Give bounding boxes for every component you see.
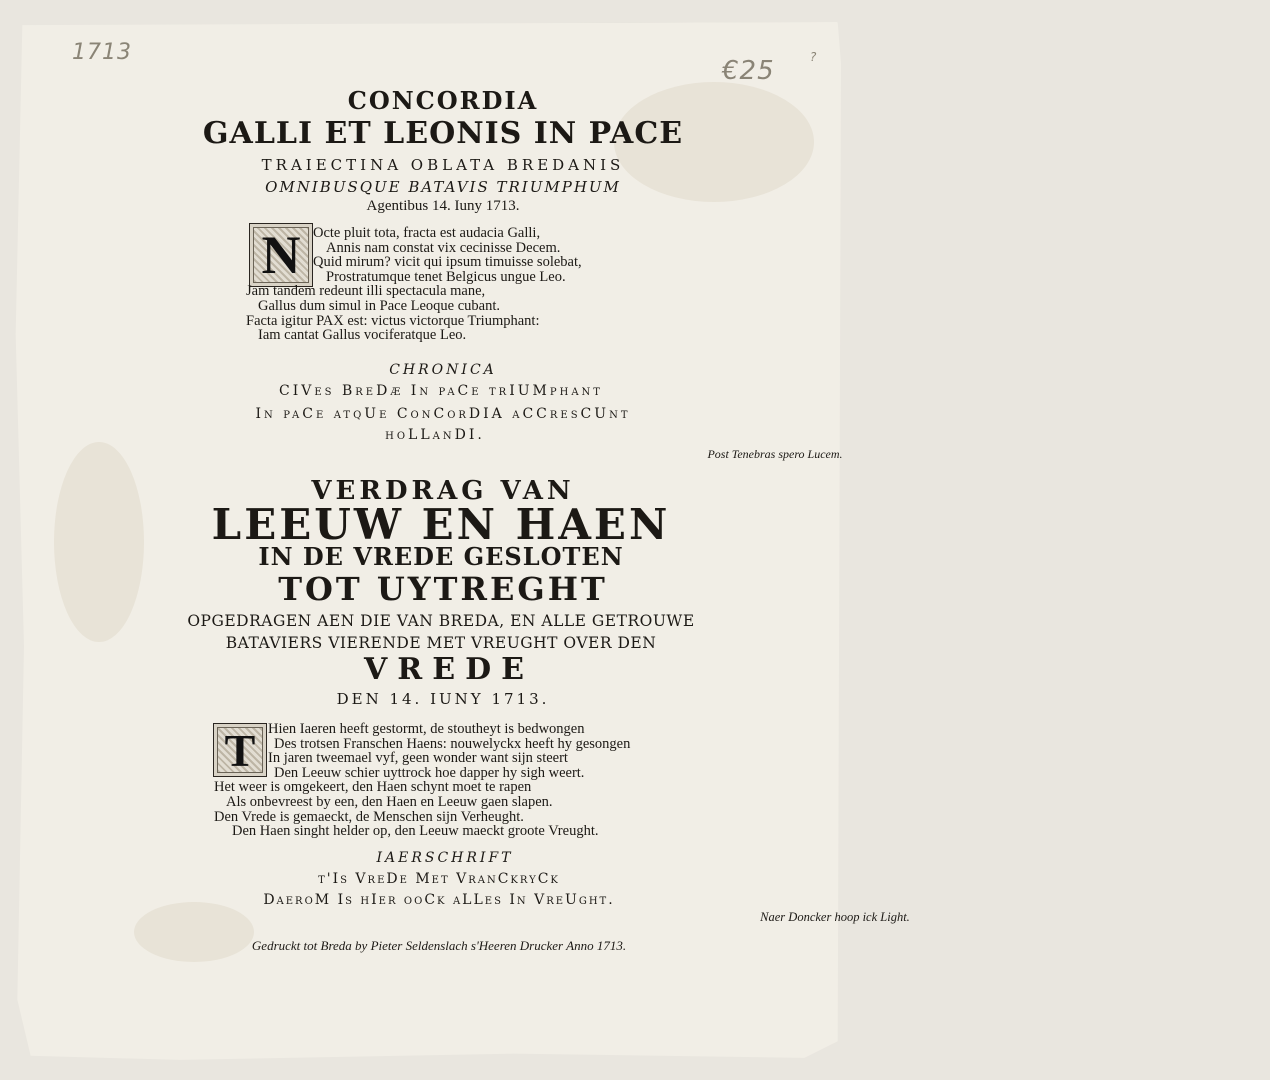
chronica-line-2: In paCe atqUe ConCorDIA aCCresCUnt: [255, 406, 631, 422]
latin-poem-line: Facta igitur PAX est: victus victorque Triumphant:: [246, 312, 540, 329]
dutch-poem-line: Den Leeuw schier uyttrock hoe dapper hy sigh weert.: [274, 764, 585, 781]
dutch-poem-line: In jaren tweemael vyf, geen wonder want sijn steert: [268, 750, 568, 767]
dutch-title-verdrag: VERDRAG VAN: [311, 476, 575, 506]
latin-poem-line: Jam tandem redeunt illi spectacula mane,: [246, 283, 486, 300]
latin-poem-line: Annis nam constat vix cecinisse Decem.: [326, 239, 561, 256]
latin-title-galli: GALLI ET LEONIS IN PACE: [202, 116, 684, 151]
latin-decorated-initial: N: [249, 223, 313, 287]
dutch-title-in-de-vrede: IN DE VREDE GESLOTEN: [258, 542, 624, 571]
latin-poem: [242, 226, 582, 343]
dutch-dedication-line-1: OPGEDRAGEN AEN DIE VAN BREDA, EN ALLE GETROUWE: [187, 612, 695, 630]
latin-subtitle-traiectina: TRAIECTINA OBLATA BREDANIS: [261, 156, 625, 174]
handwritten-corner-mark: ?: [810, 50, 818, 64]
dutch-poem-line: Het weer is omgekeert, den Haen schynt moet te rapen: [214, 779, 532, 796]
latin-poem-line: Gallus dum simul in Pace Leoque cubant.: [258, 297, 501, 314]
chronica-line-3: hoLLanDI.: [385, 427, 485, 443]
latin-poem-line: Octe pluit tota, fracta est audacia Galli,: [313, 225, 541, 241]
dutch-title-leeuw-en-haen: LEEUW EN HAEN: [211, 500, 671, 549]
latin-poem-line: Iam cantat Gallus vociferatque Leo.: [258, 327, 467, 344]
dutch-poem-line: Des trotsen Franschen Haens: nouwelyckx heeft hy gesongen: [274, 735, 631, 752]
chronica-heading: CHRONICA: [389, 362, 497, 378]
dutch-date-line: DEN 14. IUNY 1713.: [336, 690, 550, 708]
handwritten-year: 1713: [72, 40, 132, 65]
latin-date-line: Agentibus 14. Iuny 1713.: [366, 198, 520, 214]
jaerschrift-line-2: DaeroM Is hIer ooCk aLLes In VreUght.: [263, 892, 615, 908]
dutch-poem-line: Hien Iaeren heeft gestormt, de stoutheyt is bedwongen: [268, 721, 585, 737]
jaerschrift-heading: IAERSCHRIFT: [376, 850, 514, 866]
latin-title-concordia: CONCORDIA: [347, 86, 539, 115]
dutch-title-vrede: VREDE: [364, 652, 534, 687]
dutch-poem-line: Den Vrede is gemaeckt, de Menschen sijn Verheught.: [214, 808, 524, 825]
dutch-title-tot-uytreght: TOT UYTREGHT: [278, 570, 608, 608]
latin-subtitle-omnibusque: OMNIBUSQUE BATAVIS TRIUMPHUM: [265, 178, 621, 196]
jaerschrift-line-1: t'Is VreDe Met VranCkryCk: [318, 871, 560, 887]
latin-poem-line: Quid mirum? vicit qui ipsum timuisse solebat,: [313, 254, 582, 271]
dutch-poem-line: Den Haen singht helder op, den Leeuw maeckt groote Vreught.: [232, 823, 599, 840]
dutch-motto: Naer Doncker hoop ick Light.: [760, 910, 910, 924]
dutch-decorated-initial: T: [213, 723, 267, 777]
handwritten-price: €25: [722, 56, 775, 86]
latin-poem-line: Prostratumque tenet Belgicus ungue Leo.: [326, 268, 566, 285]
dutch-poem-line: Als onbevreest by een, den Haen en Leeuw gaen slapen.: [226, 793, 553, 810]
chronica-line-1: CIVes BreDæ In paCe trIUMphant: [279, 383, 603, 399]
dutch-poem: [212, 722, 630, 839]
printer-imprint: Gedruckt tot Breda by Pieter Seldenslach s'Heeren Drucker Anno 1713.: [251, 938, 627, 953]
latin-motto: Post Tenebras spero Lucem.: [707, 447, 843, 461]
dutch-dedication-line-2: BATAVIERS VIERENDE MET VREUGHT OVER DEN: [225, 634, 657, 652]
